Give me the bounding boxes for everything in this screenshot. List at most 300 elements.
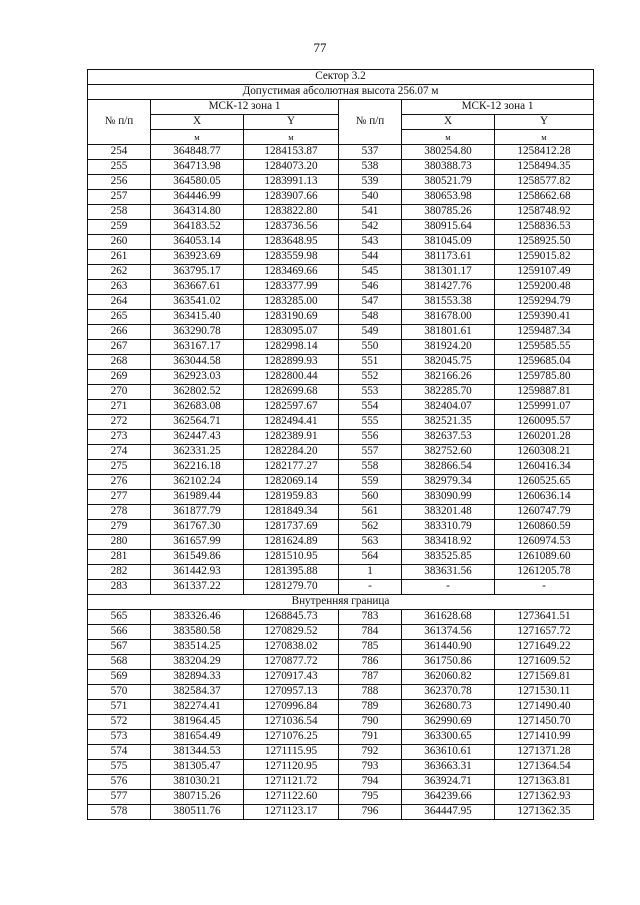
point-num-right: 790 [339, 715, 402, 730]
table-row [88, 790, 594, 805]
table-row [88, 415, 594, 430]
table-row [88, 235, 594, 250]
x-right: 381045.09 [402, 235, 495, 250]
x-left: 362564.71 [151, 415, 244, 430]
y-left: 1283736.56 [244, 220, 339, 235]
y-right: 1259294.79 [495, 295, 594, 310]
point-num-right: 548 [339, 310, 402, 325]
point-num-right: 542 [339, 220, 402, 235]
y-left: 1281510.95 [244, 550, 339, 565]
x-left: 363541.02 [151, 295, 244, 310]
x-right: 362680.73 [402, 700, 495, 715]
y-left: 1282998.14 [244, 340, 339, 355]
y-left: 1270838.02 [244, 640, 339, 655]
unit-y-right: м [495, 130, 594, 145]
point-num-left: 282 [88, 565, 151, 580]
x-right: 380254.80 [402, 145, 495, 160]
x-right: 361628.68 [402, 610, 495, 625]
point-num-right: 552 [339, 370, 402, 385]
point-num-left: 567 [88, 640, 151, 655]
x-left: 363290.78 [151, 325, 244, 340]
col-y-left: Y [244, 115, 339, 130]
point-num-left: 577 [88, 790, 151, 805]
table-row [88, 580, 594, 595]
x-left: 382894.33 [151, 670, 244, 685]
y-right: 1271657.72 [495, 625, 594, 640]
y-left: 1271076.25 [244, 730, 339, 745]
y-left: 1271123.17 [244, 805, 339, 820]
y-left: 1284073.20 [244, 160, 339, 175]
point-num-right: 551 [339, 355, 402, 370]
y-left: 1281395.88 [244, 565, 339, 580]
point-num-left: 566 [88, 625, 151, 640]
x-right: 364447.95 [402, 805, 495, 820]
x-right: 363610.61 [402, 745, 495, 760]
table-row [88, 445, 594, 460]
x-right: 381301.17 [402, 265, 495, 280]
x-left: 383580.58 [151, 625, 244, 640]
y-right: 1258494.35 [495, 160, 594, 175]
point-num-left: 575 [88, 760, 151, 775]
point-num-left: 576 [88, 775, 151, 790]
point-num-left: 569 [88, 670, 151, 685]
x-right: 381924.20 [402, 340, 495, 355]
table-row [88, 610, 594, 625]
x-left: 382584.37 [151, 685, 244, 700]
point-num-right: 554 [339, 400, 402, 415]
y-right: 1260747.79 [495, 505, 594, 520]
point-num-right: 541 [339, 205, 402, 220]
y-right: 1258662.68 [495, 190, 594, 205]
table-row [88, 655, 594, 670]
point-num-left: 258 [88, 205, 151, 220]
x-left: 361877.79 [151, 505, 244, 520]
point-num-left: 275 [88, 460, 151, 475]
x-left: 364580.05 [151, 175, 244, 190]
unit-x-right: м [402, 130, 495, 145]
table-row [88, 190, 594, 205]
point-num-right: 791 [339, 730, 402, 745]
point-num-left: 274 [88, 445, 151, 460]
x-right: 381173.61 [402, 250, 495, 265]
x-right: 363663.31 [402, 760, 495, 775]
table-row [88, 310, 594, 325]
y-right: 1271371.28 [495, 745, 594, 760]
x-right: 362990.69 [402, 715, 495, 730]
point-num-right: 561 [339, 505, 402, 520]
x-right: 383310.79 [402, 520, 495, 535]
y-right: 1271362.35 [495, 805, 594, 820]
col-y-right: Y [495, 115, 594, 130]
point-num-right: 540 [339, 190, 402, 205]
table-row [88, 295, 594, 310]
x-left: 362683.08 [151, 400, 244, 415]
x-left: 383326.46 [151, 610, 244, 625]
y-left: 1283377.99 [244, 280, 339, 295]
table-row [88, 175, 594, 190]
y-right: 1271362.93 [495, 790, 594, 805]
point-num-left: 568 [88, 655, 151, 670]
y-right: 1259991.07 [495, 400, 594, 415]
x-left: 383514.25 [151, 640, 244, 655]
x-left: 363044.58 [151, 355, 244, 370]
table-row [88, 250, 594, 265]
col-num-right: № п/п [339, 100, 402, 145]
point-num-left: 269 [88, 370, 151, 385]
point-num-right: 789 [339, 700, 402, 715]
y-right: 1258925.50 [495, 235, 594, 250]
point-num-left: 263 [88, 280, 151, 295]
y-left: 1282899.93 [244, 355, 339, 370]
y-left: 1270917.43 [244, 670, 339, 685]
table-row [88, 550, 594, 565]
x-left: 381305.47 [151, 760, 244, 775]
table-row [88, 460, 594, 475]
x-left: 381030.21 [151, 775, 244, 790]
y-right: 1258748.92 [495, 205, 594, 220]
x-left: 362216.18 [151, 460, 244, 475]
x-right: 382285.70 [402, 385, 495, 400]
x-left: 362923.03 [151, 370, 244, 385]
x-right: 364239.66 [402, 790, 495, 805]
x-left: 363795.17 [151, 265, 244, 280]
point-num-right: 564 [339, 550, 402, 565]
y-left: 1282597.67 [244, 400, 339, 415]
y-left: 1283190.69 [244, 310, 339, 325]
y-right: 1260201.28 [495, 430, 594, 445]
y-left: 1283822.80 [244, 205, 339, 220]
x-right: 380653.98 [402, 190, 495, 205]
y-left: 1283559.98 [244, 250, 339, 265]
y-left: 1271122.60 [244, 790, 339, 805]
point-num-left: 261 [88, 250, 151, 265]
y-right: 1260974.53 [495, 535, 594, 550]
sector-title: Сектор 3.2 [88, 70, 594, 85]
point-num-left: 578 [88, 805, 151, 820]
point-num-right: 537 [339, 145, 402, 160]
point-num-left: 570 [88, 685, 151, 700]
table-row [88, 280, 594, 295]
point-num-right: 795 [339, 790, 402, 805]
x-left: 364183.52 [151, 220, 244, 235]
y-left: 1282389.91 [244, 430, 339, 445]
y-right: 1271450.70 [495, 715, 594, 730]
y-left: 1283907.66 [244, 190, 339, 205]
table-row [88, 265, 594, 280]
table-row [88, 685, 594, 700]
x-left: 362102.24 [151, 475, 244, 490]
point-num-left: 270 [88, 385, 151, 400]
point-num-right: 792 [339, 745, 402, 760]
x-left: 363415.40 [151, 310, 244, 325]
y-left: 1281737.69 [244, 520, 339, 535]
point-num-right: 556 [339, 430, 402, 445]
x-right: 380785.26 [402, 205, 495, 220]
x-left: 380511.76 [151, 805, 244, 820]
x-left: 364848.77 [151, 145, 244, 160]
point-num-right: 563 [339, 535, 402, 550]
y-right: 1259785.80 [495, 370, 594, 385]
point-num-left: 266 [88, 325, 151, 340]
point-num-left: 283 [88, 580, 151, 595]
point-num-left: 271 [88, 400, 151, 415]
point-num-right: 787 [339, 670, 402, 685]
point-num-right: 546 [339, 280, 402, 295]
y-left: 1283469.66 [244, 265, 339, 280]
point-num-left: 273 [88, 430, 151, 445]
x-right: 382404.07 [402, 400, 495, 415]
point-num-left: 265 [88, 310, 151, 325]
point-num-left: 573 [88, 730, 151, 745]
y-right: 1271490.40 [495, 700, 594, 715]
point-num-right: 785 [339, 640, 402, 655]
y-right: 1271410.99 [495, 730, 594, 745]
point-num-right: 550 [339, 340, 402, 355]
y-right: 1259390.41 [495, 310, 594, 325]
y-left: 1282284.20 [244, 445, 339, 460]
table-row [88, 490, 594, 505]
point-num-left: 257 [88, 190, 151, 205]
y-left: 1281624.89 [244, 535, 339, 550]
x-right: 382166.26 [402, 370, 495, 385]
y-right: 1259685.04 [495, 355, 594, 370]
point-num-right: - [339, 580, 402, 595]
x-left: 361337.22 [151, 580, 244, 595]
point-num-right: 784 [339, 625, 402, 640]
unit-y-left: м [244, 130, 339, 145]
y-right: - [495, 580, 594, 595]
y-left: 1270877.72 [244, 655, 339, 670]
y-right: 1259487.34 [495, 325, 594, 340]
y-right: 1271363.81 [495, 775, 594, 790]
x-left: 361549.86 [151, 550, 244, 565]
x-right: 381678.00 [402, 310, 495, 325]
x-right: - [402, 580, 495, 595]
x-left: 382274.41 [151, 700, 244, 715]
point-num-right: 543 [339, 235, 402, 250]
point-num-left: 272 [88, 415, 151, 430]
x-right: 361750.86 [402, 655, 495, 670]
point-num-right: 559 [339, 475, 402, 490]
x-left: 361442.93 [151, 565, 244, 580]
point-num-left: 255 [88, 160, 151, 175]
y-right: 1271364.54 [495, 760, 594, 775]
point-num-left: 276 [88, 475, 151, 490]
point-num-right: 557 [339, 445, 402, 460]
x-right: 363300.65 [402, 730, 495, 745]
x-left: 380715.26 [151, 790, 244, 805]
table-row [88, 565, 594, 580]
point-num-right: 783 [339, 610, 402, 625]
y-left: 1282699.68 [244, 385, 339, 400]
y-left: 1283285.00 [244, 295, 339, 310]
y-right: 1260860.59 [495, 520, 594, 535]
table-row [88, 400, 594, 415]
x-right: 380915.64 [402, 220, 495, 235]
point-num-right: 796 [339, 805, 402, 820]
y-left: 1283991.13 [244, 175, 339, 190]
table-row [88, 355, 594, 370]
x-left: 364713.98 [151, 160, 244, 175]
point-num-right: 549 [339, 325, 402, 340]
table-row [88, 160, 594, 175]
col-x-left: X [151, 115, 244, 130]
table-row [88, 670, 594, 685]
x-right: 382979.34 [402, 475, 495, 490]
x-right: 381553.38 [402, 295, 495, 310]
y-left: 1270957.13 [244, 685, 339, 700]
point-num-right: 547 [339, 295, 402, 310]
y-left: 1271120.95 [244, 760, 339, 775]
table-title-row [88, 70, 594, 85]
point-num-left: 281 [88, 550, 151, 565]
y-right: 1260095.57 [495, 415, 594, 430]
table-row [88, 640, 594, 655]
table-row [88, 430, 594, 445]
x-left: 362331.25 [151, 445, 244, 460]
y-right: 1271649.22 [495, 640, 594, 655]
y-left: 1281279.70 [244, 580, 339, 595]
point-num-right: 1 [339, 565, 402, 580]
table-row [88, 145, 594, 160]
y-left: 1282800.44 [244, 370, 339, 385]
y-right: 1261205.78 [495, 565, 594, 580]
x-left: 364053.14 [151, 235, 244, 250]
x-right: 382752.60 [402, 445, 495, 460]
point-num-right: 539 [339, 175, 402, 190]
table-row [88, 715, 594, 730]
point-num-left: 259 [88, 220, 151, 235]
allowed-height: Допустимая абсолютная высота 256.07 м [88, 85, 594, 100]
y-right: 1258836.53 [495, 220, 594, 235]
point-num-right: 544 [339, 250, 402, 265]
x-right: 380521.79 [402, 175, 495, 190]
point-num-right: 794 [339, 775, 402, 790]
x-right: 382045.75 [402, 355, 495, 370]
x-left: 363923.69 [151, 250, 244, 265]
y-right: 1259015.82 [495, 250, 594, 265]
y-left: 1271036.54 [244, 715, 339, 730]
x-right: 363924.71 [402, 775, 495, 790]
y-right: 1271530.11 [495, 685, 594, 700]
table-row [88, 775, 594, 790]
point-num-right: 538 [339, 160, 402, 175]
point-num-right: 545 [339, 265, 402, 280]
y-right: 1260308.21 [495, 445, 594, 460]
y-right: 1261089.60 [495, 550, 594, 565]
y-right: 1259585.55 [495, 340, 594, 355]
point-num-left: 262 [88, 265, 151, 280]
table-row [88, 745, 594, 760]
y-left: 1284153.87 [244, 145, 339, 160]
point-num-right: 560 [339, 490, 402, 505]
col-num-left: № п/п [88, 100, 151, 145]
x-left: 364314.80 [151, 205, 244, 220]
table-row [88, 760, 594, 775]
x-left: 381654.49 [151, 730, 244, 745]
x-right: 383090.99 [402, 490, 495, 505]
page-number: 77 [313, 40, 327, 55]
point-num-left: 256 [88, 175, 151, 190]
x-left: 363667.61 [151, 280, 244, 295]
x-left: 361657.99 [151, 535, 244, 550]
point-num-right: 788 [339, 685, 402, 700]
point-num-left: 565 [88, 610, 151, 625]
y-right: 1258412.28 [495, 145, 594, 160]
table-row [88, 370, 594, 385]
y-right: 1271609.52 [495, 655, 594, 670]
x-left: 381964.45 [151, 715, 244, 730]
x-right: 362370.78 [402, 685, 495, 700]
y-left: 1270829.52 [244, 625, 339, 640]
table-row [88, 730, 594, 745]
y-right: 1260416.34 [495, 460, 594, 475]
col-x-right: X [402, 115, 495, 130]
table-row [88, 325, 594, 340]
y-right: 1271569.81 [495, 670, 594, 685]
table-row [88, 220, 594, 235]
point-num-left: 571 [88, 700, 151, 715]
x-left: 362447.43 [151, 430, 244, 445]
x-right: 382866.54 [402, 460, 495, 475]
y-right: 1259200.48 [495, 280, 594, 295]
x-left: 364446.99 [151, 190, 244, 205]
y-right: 1260636.14 [495, 490, 594, 505]
x-left: 361767.30 [151, 520, 244, 535]
point-num-right: 553 [339, 385, 402, 400]
point-num-right: 555 [339, 415, 402, 430]
table-row [88, 340, 594, 355]
y-right: 1258577.82 [495, 175, 594, 190]
x-right: 381427.76 [402, 280, 495, 295]
inner-boundary-row [88, 595, 594, 610]
x-right: 381801.61 [402, 325, 495, 340]
point-num-left: 278 [88, 505, 151, 520]
x-left: 383204.29 [151, 655, 244, 670]
point-num-left: 574 [88, 745, 151, 760]
table-row [88, 700, 594, 715]
y-left: 1281959.83 [244, 490, 339, 505]
x-left: 363167.17 [151, 340, 244, 355]
point-num-right: 558 [339, 460, 402, 475]
table-row [88, 625, 594, 640]
point-num-left: 277 [88, 490, 151, 505]
x-right: 361374.56 [402, 625, 495, 640]
y-right: 1260525.65 [495, 475, 594, 490]
coordinates-table [87, 69, 594, 820]
y-left: 1270996.84 [244, 700, 339, 715]
point-num-right: 786 [339, 655, 402, 670]
point-num-left: 264 [88, 295, 151, 310]
table-row [88, 535, 594, 550]
point-num-right: 562 [339, 520, 402, 535]
coord-system-right: МСК-12 зона 1 [402, 100, 594, 115]
point-num-left: 572 [88, 715, 151, 730]
x-right: 383631.56 [402, 565, 495, 580]
y-left: 1268845.73 [244, 610, 339, 625]
x-right: 380388.73 [402, 160, 495, 175]
point-num-left: 267 [88, 340, 151, 355]
header-row-system [88, 100, 594, 115]
x-right: 382521.35 [402, 415, 495, 430]
y-left: 1282177.27 [244, 460, 339, 475]
y-right: 1259107.49 [495, 265, 594, 280]
y-left: 1282069.14 [244, 475, 339, 490]
point-num-left: 279 [88, 520, 151, 535]
y-left: 1271115.95 [244, 745, 339, 760]
point-num-left: 268 [88, 355, 151, 370]
x-right: 383418.92 [402, 535, 495, 550]
